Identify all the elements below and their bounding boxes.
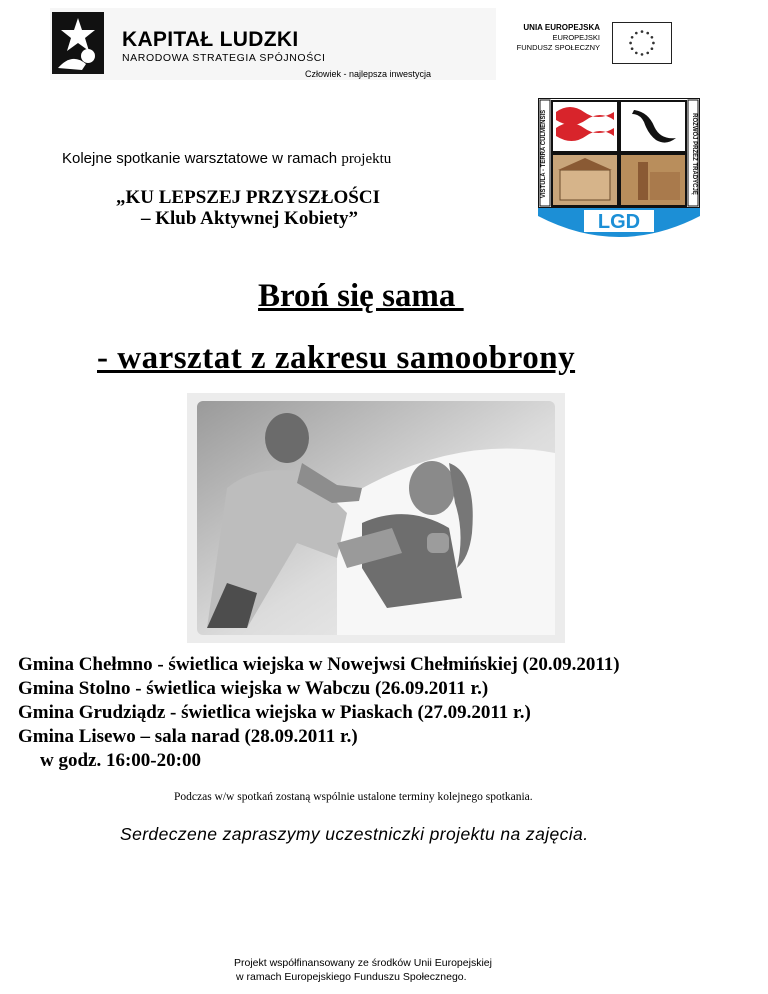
self-defense-photo [187, 393, 565, 643]
project-title-line1: „KU LEPSZEJ PRZYSZŁOŚCI [116, 187, 380, 208]
lgd-logo [538, 98, 700, 248]
footer-line1: Projekt współfinansowany ze środków Unii Europejskiej [234, 957, 492, 969]
lgd-side-left: VISTULA - TERRA CULMENSIS [541, 109, 547, 199]
footer-line2: w ramach Europejskiego Funduszu Społecznego. [236, 971, 467, 983]
note: Podczas w/w spotkań zostaną wspólnie ustalone terminy kolejnego spotkania. [174, 791, 533, 803]
eu-label-line2: EUROPEJSKI [552, 33, 600, 42]
eu-label-line3: FUNDUSZ SPOŁECZNY [516, 43, 600, 52]
eu-label [490, 23, 600, 53]
lgd-side-right: ROZWÓJ PRZEZ TRADYCJĘ [691, 113, 697, 195]
intro-text: Kolejne spotkanie warsztatowe w ramach [62, 150, 342, 167]
hours: w godz. 16:00-20:00 [40, 750, 201, 771]
location-line: Gmina Stolno - świetlica wiejska w Wabczu (26.09.2011 r.) [18, 678, 489, 699]
headline-subtitle: - warsztat z zakresu samoobrony [97, 340, 576, 376]
intro-project-word: projektu [341, 151, 392, 167]
location-line: Gmina Lisewo – sala narad (28.09.2011 r.) [18, 726, 358, 747]
eu-flag-icon [612, 22, 672, 64]
invitation: Serdeczene zapraszymy uczestniczki projektu na zajęcia. [120, 824, 589, 844]
motto: Człowiek - najlepsza inwestycja [305, 69, 432, 79]
eu-label-line1: UNIA EUROPEJSKA [523, 23, 600, 32]
kapital-ludzki-title: KAPITAŁ LUDZKI [122, 28, 299, 51]
headline-title: Broń się sama [258, 278, 464, 314]
kapital-ludzki-subtitle: NARODOWA STRATEGIA SPÓJNOŚCI [122, 52, 326, 64]
intro-line [62, 150, 391, 168]
location-line: Gmina Chełmno - świetlica wiejska w Nowejwsi Chełmińskiej (20.09.2011) [18, 654, 620, 675]
location-line: Gmina Grudziądz - świetlica wiejska w Piaskach (27.09.2011 r.) [18, 702, 531, 723]
kapital-ludzki-logo [52, 12, 104, 74]
project-title-line2: – Klub Aktywnej Kobiety” [141, 208, 358, 229]
lgd-label: LGD [597, 211, 641, 233]
